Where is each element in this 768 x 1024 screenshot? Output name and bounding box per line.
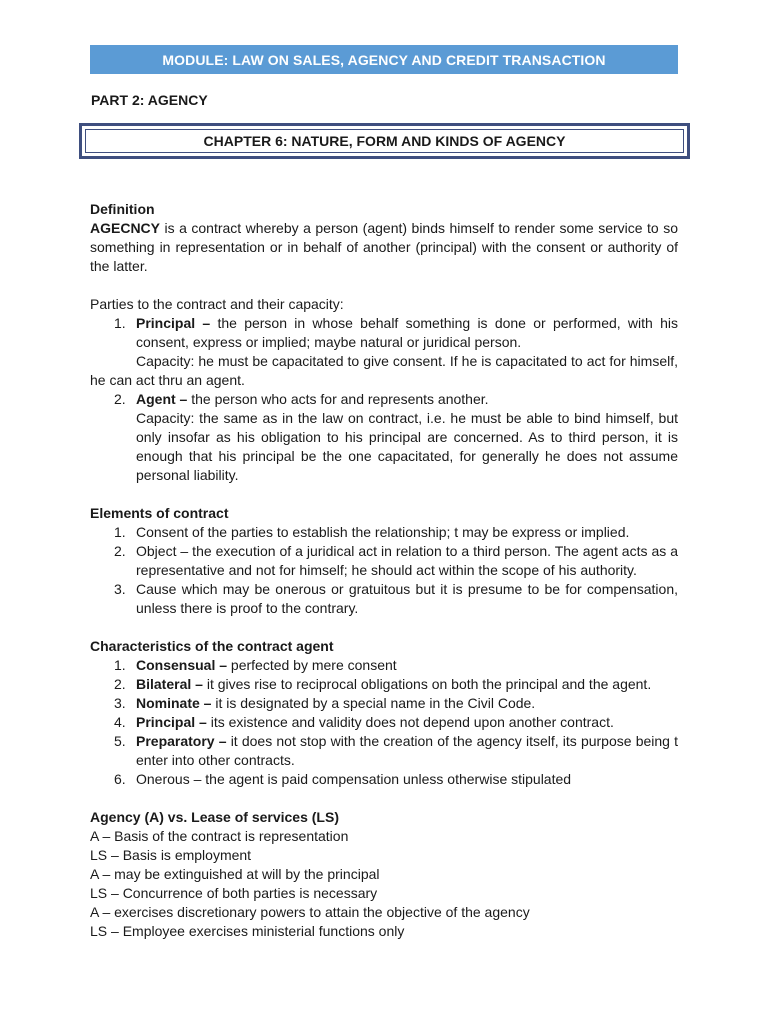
party-text: the person in whose behalf something is done or performed, with his consent, express or implied; maybe natural or juridical person. [136,315,678,350]
document-body [90,200,678,941]
list-number: 1. [114,524,126,540]
characteristic-text: it does not stop with the creation of the agency itself, its purpose being t enter into other contracts. [136,733,678,768]
list-item [90,770,678,789]
list-number: 2. [114,391,126,407]
comparison-line: LS – Concurrence of both parties is necessary [90,885,378,901]
characteristic-text: its existence and validity does not depend upon another contract. [206,714,614,730]
list-number: 6. [114,771,126,787]
chapter-title: CHAPTER 6: NATURE, FORM AND KINDS OF AGENCY [85,129,684,153]
list-item [90,732,678,770]
list-item [90,675,678,694]
comparison-line: A – exercises discretionary powers to attain the objective of the agency [90,904,530,920]
list-number: 1. [114,315,126,331]
list-item [90,314,678,352]
characteristic-text: Onerous – the agent is paid compensation unless otherwise stipulated [136,771,572,787]
parties-intro: Parties to the contract and their capacity: [90,296,344,312]
list-item [90,656,678,675]
definition-term: AGECNCY [90,220,161,236]
party-text: the person who acts for and represents another. [187,391,489,407]
comparison-line: A – may be extinguished at will by the principal [90,866,380,882]
characteristic-term: Preparatory – [136,733,227,749]
list-item [90,390,678,409]
list-number: 5. [114,733,126,749]
elements-heading: Elements of contract [90,505,229,521]
list-item-text: Consent of the parties to establish the relationship; t may be express or implied. [136,524,630,540]
comparison-heading: Agency (A) vs. Lease of services (LS) [90,809,339,825]
comparison-line: LS – Employee exercises ministerial functions only [90,923,405,939]
comparison-line: LS – Basis is employment [90,847,252,863]
list-item-text: Object – the execution of a juridical act in relation to a third person. The agent acts as a representative and not for himself; he should act within the scope of his authority. [136,543,678,578]
list-number: 3. [114,695,126,711]
characteristic-term: Principal – [136,714,207,730]
definition-text: is a contract whereby a person (agent) binds himself to render some service to so something in representation or in behalf of another (principal) with the consent or authority of the latter. [90,220,678,274]
party-term: Agent – [136,391,188,407]
list-item [90,523,678,542]
characteristic-text: it is designated by a special name in the Civil Code. [211,695,536,711]
list-number: 2. [114,543,126,559]
chapter-title-box [79,123,690,159]
list-item [90,694,678,713]
part-title: PART 2: AGENCY [91,92,208,108]
party-capacity: Capacity: the same as in the law on contract, i.e. he must be able to bind himself, but only insofar as his obligation to his principal are concerned. As to third person, it is enough that his principal be the one capacitated, for generally he does not assume personal liability. [136,410,678,483]
definition-heading: Definition [90,201,155,217]
characteristic-term: Nominate – [136,695,212,711]
characteristic-term: Consensual – [136,657,228,673]
module-banner: MODULE: LAW ON SALES, AGENCY AND CREDIT TRANSACTION [90,45,678,74]
list-item-text: Cause which may be onerous or gratuitous but it is presume to be for compensation, unless there is proof to the contrary. [136,581,678,616]
list-number: 3. [114,581,126,597]
list-number: 4. [114,714,126,730]
definition-paragraph [90,219,678,276]
comparison-line: A – Basis of the contract is representation [90,828,349,844]
list-number: 2. [114,676,126,692]
list-item [90,580,678,618]
party-term: Principal – [136,315,211,331]
list-item [90,713,678,732]
list-item [90,542,678,580]
list-number: 1. [114,657,126,673]
characteristic-term: Bilateral – [136,676,203,692]
characteristics-heading: Characteristics of the contract agent [90,638,334,654]
characteristic-text: it gives rise to reciprocal obligations on both the principal and the agent. [202,676,652,692]
characteristic-text: perfected by mere consent [227,657,397,673]
party-capacity: Capacity: he must be capacitated to give consent. If he is capacitated to act for himself, he can act thru an agent. [90,353,678,388]
